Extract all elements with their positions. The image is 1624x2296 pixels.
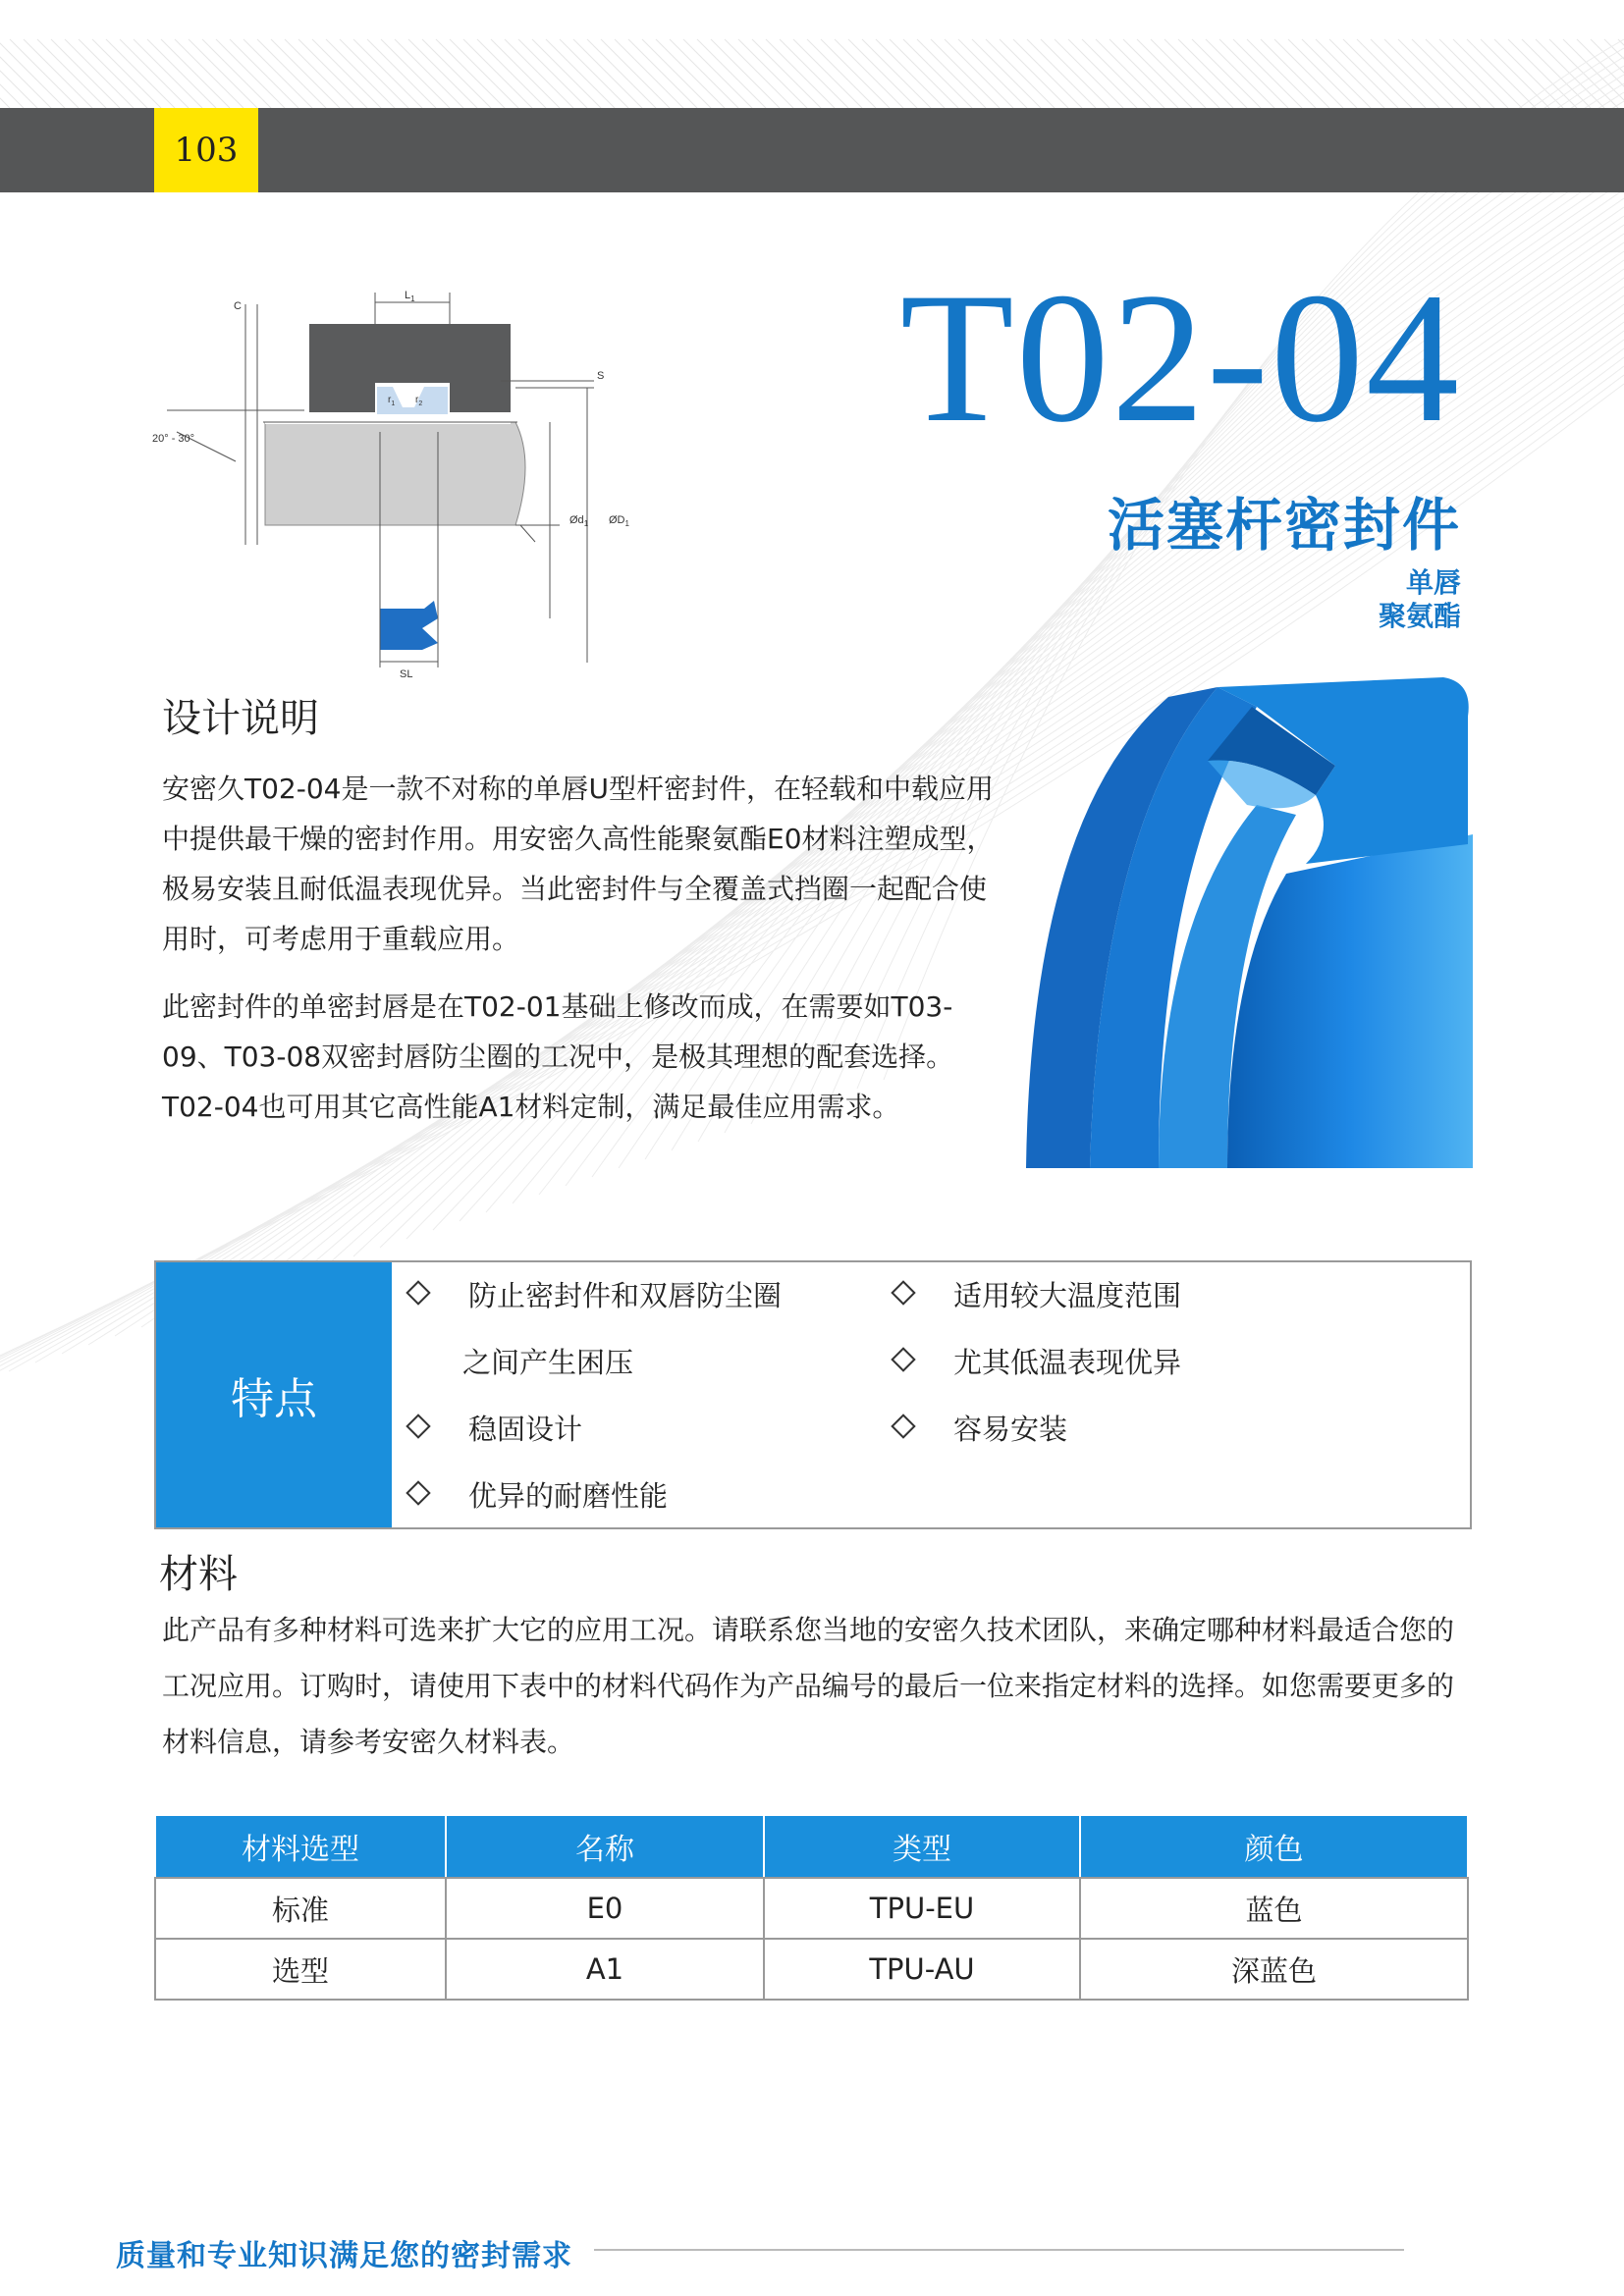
table-cell: E0 <box>446 1878 764 1939</box>
design-paragraph-2: 此密封件的单密封唇是在T02-01基础上修改而成，在需要如T03-09、T03-08双密封唇防尘圈的工况中，是极其理想的配套选择。T02-04也可用其它高性能A1材料定制，满足最佳应用需求。 <box>162 990 954 1123</box>
label-c: C <box>234 300 242 312</box>
table-row <box>155 1878 1468 1939</box>
label-sl: SL <box>400 668 413 680</box>
materials-table <box>154 1814 1469 2001</box>
materials-title: 材料 <box>159 1552 238 1597</box>
label-d1: $Ød_1$ <box>569 514 589 528</box>
feature-item: 适用较大温度范围 <box>894 1274 1181 1314</box>
table-header-row <box>155 1815 1468 1878</box>
features-title: 特点 <box>156 1262 392 1527</box>
label-s: S <box>597 370 605 382</box>
table-row <box>155 1939 1468 2000</box>
feature-item: 稳固设计 <box>409 1408 582 1448</box>
label-r2: $r_2$ <box>415 395 423 407</box>
feature-item: 尤其低温表现优异 <box>894 1341 1181 1381</box>
feature-item: 优异的耐磨性能 <box>409 1474 668 1515</box>
table-cell: 蓝色 <box>1080 1878 1468 1939</box>
diamond-bullet-icon <box>891 1414 915 1438</box>
table-header: 名称 <box>446 1815 764 1878</box>
table-cell: 选型 <box>155 1939 446 2000</box>
table-header: 颜色 <box>1080 1815 1468 1878</box>
features-box <box>154 1260 1472 1529</box>
piston-rod <box>265 422 525 525</box>
installation-diagram <box>147 285 648 687</box>
footer-divider <box>594 2249 1404 2251</box>
model-number: T02-04 <box>899 255 1461 461</box>
feature-item-continued: 之间产生困压 <box>462 1346 634 1379</box>
label-D1: $ØD_1$ <box>609 514 629 528</box>
table-header: 材料选型 <box>155 1815 446 1878</box>
label-r1: $r_1$ <box>388 395 396 407</box>
diamond-bullet-icon <box>406 1480 430 1505</box>
product-name: 活塞杆密封件 <box>1107 492 1461 559</box>
page-number: 103 <box>154 108 258 192</box>
label-angle: 20° - 30° <box>152 433 195 445</box>
diamond-bullet-icon <box>891 1347 915 1371</box>
feature-item: 防止密封件和双唇防尘圈 <box>409 1274 782 1314</box>
table-cell: TPU-AU <box>764 1939 1080 2000</box>
materials-description: 此产品有多种材料可选来扩大它的应用工况。请联系您当地的安密久技术团队，来确定哪种材料最适合您的工况应用。订购时，请使用下表中的材料代码作为产品编号的最后一位来指定材料的选择。如您需要更多的材料信息，请参考安密久材料表。 <box>162 1614 1455 1758</box>
diamond-bullet-icon <box>406 1280 430 1305</box>
seal-cross-section <box>380 601 438 650</box>
feature-item: 容易安装 <box>894 1408 1067 1448</box>
lip-type: 单唇 <box>1405 566 1461 599</box>
diamond-bullet-icon <box>891 1280 915 1305</box>
footer-slogan: 质量和专业知识满足您的密封需求 <box>116 2239 572 2273</box>
table-cell: 深蓝色 <box>1080 1939 1468 2000</box>
diamond-bullet-icon <box>406 1414 430 1438</box>
table-cell: TPU-EU <box>764 1878 1080 1939</box>
table-header: 类型 <box>764 1815 1080 1878</box>
label-l1: $L_1$ <box>405 290 415 303</box>
design-title: 设计说明 <box>162 696 319 741</box>
seal-product-image <box>1011 677 1473 1168</box>
design-paragraph-1: 安密久T02-04是一款不对称的单唇U型杆密封件，在轻载和中载应用中提供最干燥的密封作用。用安密久高性能聚氨酯E0材料注塑成型，极易安装且耐低温表现优异。当此密封件与全覆盖式挡圈一起配合使用时，可考虑用于重载应用。 <box>162 773 995 955</box>
table-cell: 标准 <box>155 1878 446 1939</box>
material-family: 聚氨酯 <box>1378 600 1461 632</box>
table-cell: A1 <box>446 1939 764 2000</box>
